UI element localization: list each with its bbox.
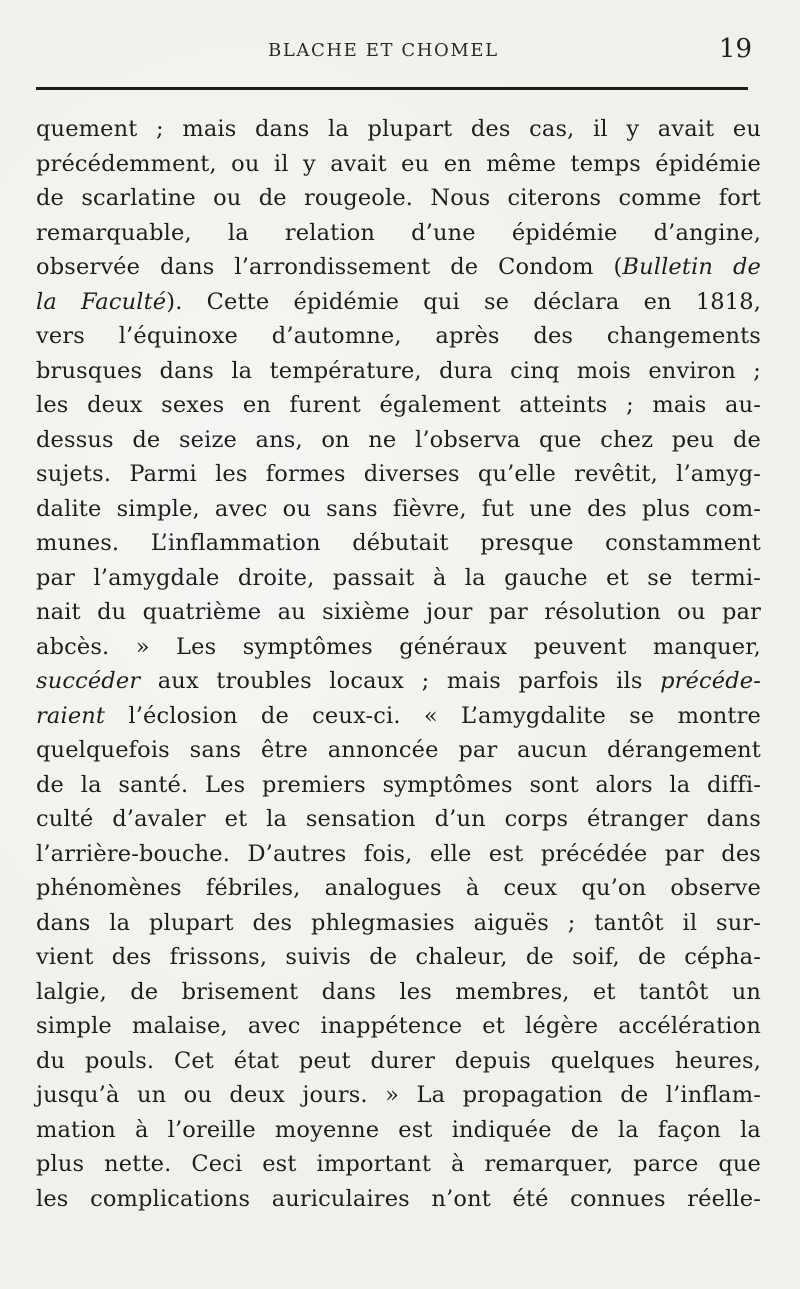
- text-line: [36, 492, 761, 527]
- text-line: [36, 112, 761, 147]
- text-segment: l’arrière-bouche. D’autres fois, elle est précédée par des: [36, 840, 761, 867]
- text-segment: abcès. » Les symptômes généraux peuvent manquer,: [36, 633, 761, 660]
- text-segment: l’éclosion de ceux-ci. « L’amygdalite se montre: [105, 702, 761, 729]
- text-line: [36, 630, 761, 665]
- italic-text: Bulletin de: [622, 254, 761, 280]
- header-rule: [36, 87, 748, 90]
- text-line: [36, 457, 761, 492]
- italic-text: précéde-: [660, 668, 761, 694]
- text-line: [36, 940, 761, 975]
- text-segment: du pouls. Cet état peut durer depuis quelques heures,: [36, 1047, 761, 1074]
- text-line: [36, 1009, 761, 1044]
- text-segment: dalite simple, avec ou sans fièvre, fut une des plus com-: [36, 495, 761, 522]
- text-line: [36, 871, 761, 906]
- body-text: [36, 112, 761, 1216]
- italic-text: succéder: [36, 668, 141, 694]
- text-segment: nait du quatrième au sixième jour par résolution ou par: [36, 599, 761, 625]
- text-line: [36, 1113, 761, 1148]
- text-segment: vient des frissons, suivis de chaleur, de soif, de cépha-: [36, 944, 761, 970]
- text-segment: ). Cette épidémie qui se déclara en 1818,: [166, 288, 761, 315]
- text-line: [36, 1078, 761, 1113]
- text-line: [36, 388, 761, 423]
- text-segment: aux troubles locaux ; mais parfois ils: [140, 668, 661, 694]
- text-segment: plus nette. Ceci est important à remarquer, parce que: [36, 1151, 761, 1177]
- text-segment: lalgie, de brisement dans les membres, et tantôt un: [36, 978, 761, 1005]
- text-line: [36, 906, 761, 941]
- text-line: [36, 1044, 761, 1079]
- text-segment: précédemment, ou il y avait eu en même temps épidémie: [36, 150, 761, 177]
- running-header: [0, 34, 800, 70]
- text-line: [36, 181, 761, 216]
- text-line: [36, 250, 761, 285]
- text-line: [36, 1147, 761, 1182]
- text-segment: de la santé. Les premiers symptômes sont alors la diffi-: [36, 771, 761, 798]
- text-line: [36, 975, 761, 1010]
- text-line: [36, 423, 761, 458]
- text-line: [36, 768, 761, 803]
- text-segment: sujets. Parmi les formes diverses qu’elle revêtit, l’amyg-: [36, 461, 761, 487]
- text-segment: dessus de seize ans, on ne l’observa que chez peu de: [36, 426, 761, 453]
- text-segment: quelquefois sans être annoncée par aucun dérangement: [36, 737, 761, 763]
- text-segment: remarquable, la relation d’une épidémie d’angine,: [36, 219, 761, 246]
- text-segment: culté d’avaler et la sensation d’un corps étranger dans: [36, 806, 761, 832]
- text-segment: dans la plupart des phlegmasies aiguës ; tantôt il sur-: [36, 909, 761, 936]
- text-segment: par l’amygdale droite, passait à la gauche et se termi-: [36, 564, 761, 591]
- text-line: [36, 699, 761, 734]
- text-line: [36, 664, 761, 699]
- text-line: [36, 216, 761, 251]
- text-line: [36, 1182, 761, 1217]
- text-line: [36, 526, 761, 561]
- italic-text: raient: [36, 702, 106, 729]
- text-segment: les deux sexes en furent également atteints ; mais au-: [36, 392, 761, 418]
- text-line: [36, 595, 761, 630]
- text-line: [36, 837, 761, 872]
- running-title: BLACHE ET CHOMEL: [268, 40, 499, 61]
- text-line: [36, 354, 761, 389]
- text-line: [36, 147, 761, 182]
- text-segment: les complications auriculaires n’ont été connues réelle-: [36, 1185, 761, 1212]
- text-segment: phénomènes fébriles, analogues à ceux qu’on observe: [36, 875, 761, 901]
- text-segment: quement ; mais dans la plupart des cas, il y avait eu: [36, 116, 761, 142]
- text-segment: jusqu’à un ou deux jours. » La propagation de l’inflam-: [36, 1082, 761, 1108]
- text-segment: brusques dans la température, dura cinq mois environ ;: [36, 357, 761, 384]
- text-line: [36, 285, 761, 320]
- text-segment: mation à l’oreille moyenne est indiquée de la façon la: [36, 1116, 761, 1143]
- italic-text: la Faculté: [36, 288, 167, 315]
- text-segment: observée dans l’arrondissement de Condom (: [36, 254, 623, 280]
- text-segment: munes. L’inflammation débutait presque constamment: [36, 530, 761, 556]
- text-segment: vers l’équinoxe d’automne, après des changements: [36, 323, 761, 349]
- text-line: [36, 561, 761, 596]
- text-segment: de scarlatine ou de rougeole. Nous citerons comme fort: [36, 185, 761, 211]
- text-line: [36, 733, 761, 768]
- text-line: [36, 802, 761, 837]
- text-segment: simple malaise, avec inappétence et légère accélération: [36, 1013, 761, 1039]
- page-number: 19: [718, 34, 752, 64]
- text-line: [36, 319, 761, 354]
